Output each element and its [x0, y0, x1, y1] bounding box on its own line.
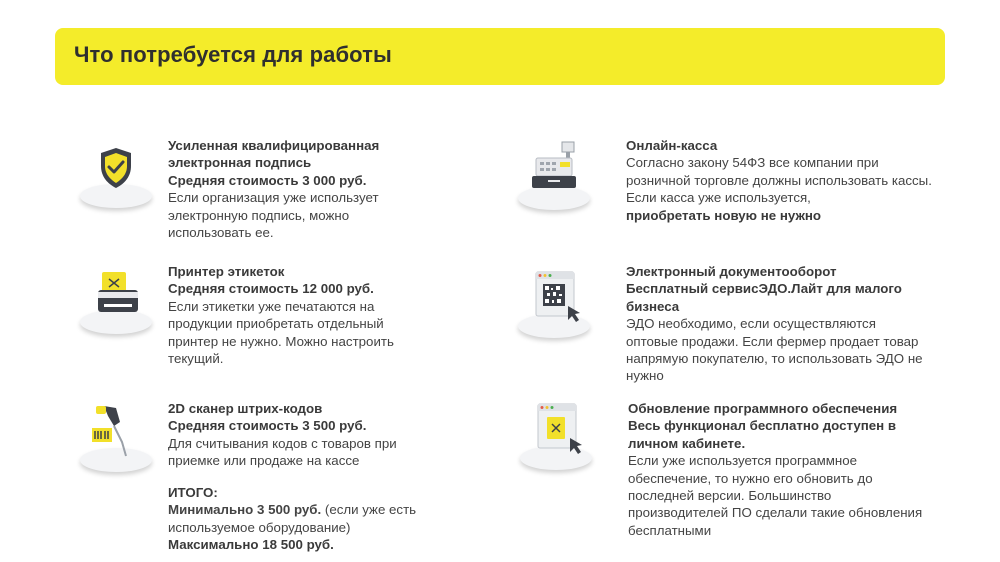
kassa-desc: Согласно закону 54ФЗ все компании при розничной торговле должны использовать кассы. Если касса уже используется,: [626, 155, 932, 206]
update-desc: Если уже используется программное обеспечение, то нужно его обновить до последней версии. Большинство производителей ПО сделали такие обновления бесплатными: [628, 453, 923, 538]
total-title: ИТОГО:: [168, 485, 218, 500]
signature-desc: Если организация уже использует электронную подпись, можно использовать ее.: [168, 190, 379, 241]
total-min: [168, 501, 458, 536]
printer-desc: Если этикетки уже печатаются на продукции приобретать отдельный принтер не нужно. Можно настроить текущий.: [168, 298, 394, 367]
browser-qr-icon: [518, 262, 590, 342]
shield-check-icon: [80, 132, 152, 212]
kassa-text: [626, 137, 946, 224]
edo-text: [626, 263, 926, 385]
total-max: Максимально 18 500 руб.: [168, 537, 334, 553]
edo-desc: ЭДО необходимо, если осуществляются оптовые продажи. Если фермер продает товар напрямую покупателю, то использовать ЭДО не нужно: [626, 316, 923, 384]
kassa-title: Онлайн-касса: [626, 138, 718, 153]
update-subtitle: Весь функционал бесплатно доступен в личном кабинете.: [628, 418, 897, 451]
printer-title: Принтер этикеток: [168, 264, 285, 279]
printer-text: [168, 263, 433, 367]
title-banner: [55, 28, 945, 85]
update-title: Обновление программного обеспечения: [628, 401, 898, 416]
label-printer-icon: [80, 258, 152, 338]
total-min-note: (если уже есть используемое оборудование): [168, 502, 417, 535]
cash-register-icon: [518, 134, 590, 214]
scanner-desc: Для считывания кодов с товаров при приемке или продаже на кассе: [168, 435, 397, 469]
signature-title: Усиленная квалифицированная электронная подпись: [168, 138, 380, 171]
barcode-scanner-icon: [80, 396, 152, 476]
edo-subtitle: Бесплатный сервисЭДО.Лайт для малого бизнеса: [626, 281, 902, 314]
printer-cost: Средняя стоимость 12 000 руб.: [168, 281, 374, 297]
page-title: Что потребуется для работы: [74, 42, 392, 67]
edo-title: Электронный документооборот: [626, 264, 837, 279]
scanner-text: [168, 400, 438, 470]
total-min-value: Минимально 3 500 руб.: [168, 502, 322, 518]
signature-text: [168, 137, 418, 241]
software-update-icon: [520, 394, 592, 474]
scanner-title: 2D сканер штрих-кодов: [168, 401, 323, 416]
update-text: [628, 400, 933, 539]
scanner-cost: Средняя стоимость 3 500 руб.: [168, 418, 367, 434]
kassa-desc-bold: приобретать новую не нужно: [626, 207, 822, 223]
signature-cost: Средняя стоимость 3 000 руб.: [168, 172, 367, 188]
total-text: [168, 484, 458, 554]
